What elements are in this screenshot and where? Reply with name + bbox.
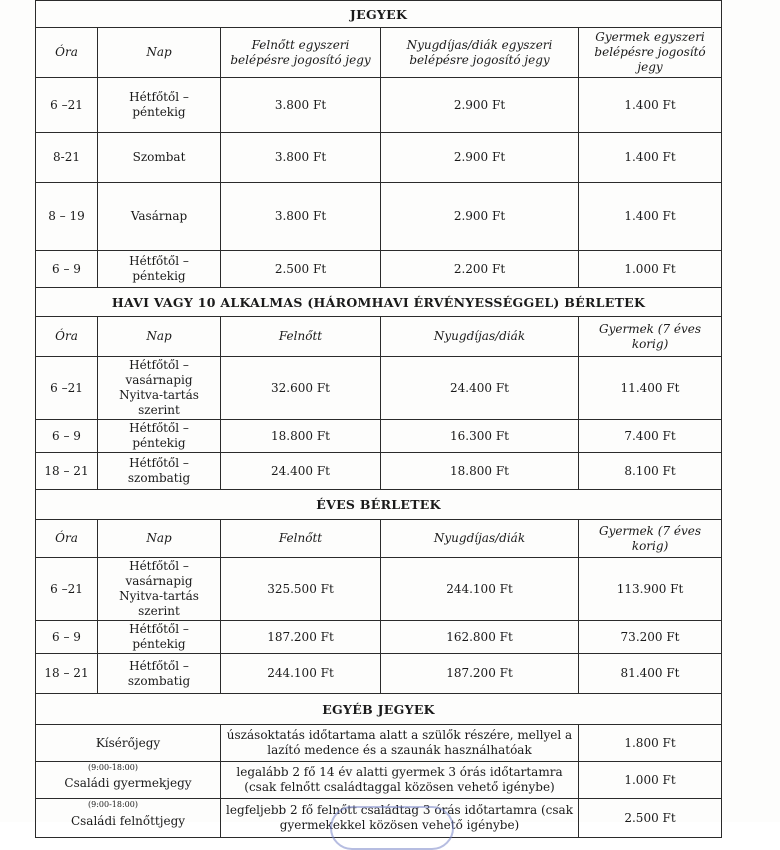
table-row: [36, 357, 722, 420]
cell: 18.800 Ft: [381, 453, 579, 490]
cell: Hétfőtől – péntekig: [98, 251, 221, 288]
table-row: [36, 133, 722, 183]
cell: 32.600 Ft: [221, 357, 381, 420]
table-header-row: [36, 28, 722, 78]
cell: 16.300 Ft: [381, 420, 579, 453]
cell: Hétfőtől – péntekig: [98, 78, 221, 133]
header-cell: Nap: [98, 317, 221, 357]
cell: Vasárnap: [98, 183, 221, 251]
cell: 3.800 Ft: [221, 133, 381, 183]
ticket-description: úszásoktatás időtartama alatt a szülők részére, mellyel a lazító medence és a szaunák használhatóak: [221, 725, 579, 762]
ticket-name: Családi felnőttjegy: [70, 814, 186, 828]
header-cell: Nap: [98, 520, 221, 558]
cell: Hétfőtől – vasárnapig Nyitva-tartás szerint: [98, 558, 221, 621]
header-cell: Nap: [98, 28, 221, 78]
ticket-price: 1.000 Ft: [579, 762, 722, 799]
table-row: [36, 654, 722, 694]
cell: 6 –21: [36, 357, 98, 420]
cell: 325.500 Ft: [221, 558, 381, 621]
cell: Hétfőtől – péntekig: [98, 621, 221, 654]
ticket-time-note: (9:00-18:00): [88, 763, 138, 772]
cell: 6 –21: [36, 78, 98, 133]
ticket-description: legalább 2 fő 14 év alatti gyermek 3 órás időtartamra (csak felnőtt családtaggal közösen vehető igénybe): [221, 762, 579, 799]
cell: 8.100 Ft: [579, 453, 722, 490]
cell: 6 – 9: [36, 420, 98, 453]
cell: 244.100 Ft: [381, 558, 579, 621]
cell: 8 – 19: [36, 183, 98, 251]
cell: 81.400 Ft: [579, 654, 722, 694]
cell: 24.400 Ft: [381, 357, 579, 420]
table-row: [36, 251, 722, 288]
section-title-havi: HAVI VAGY 10 ALKALMAS (HÁROMHAVI ÉRVÉNYESSÉGGEL) BÉRLETEK: [36, 288, 722, 317]
cell: 113.900 Ft: [579, 558, 722, 621]
price-table: [35, 0, 722, 838]
cell: Hétfőtől – szombatig: [98, 453, 221, 490]
table-row: [36, 420, 722, 453]
cell: Hétfőtől – vasárnapig Nyitva-tartás szerint: [98, 357, 221, 420]
table-header-row: [36, 520, 722, 558]
table-row: [36, 621, 722, 654]
cell: 2.900 Ft: [381, 133, 579, 183]
header-cell: Nyugdíjas/diák: [381, 520, 579, 558]
cell: 1.000 Ft: [579, 251, 722, 288]
header-cell: Felnőtt: [221, 317, 381, 357]
cell: 2.200 Ft: [381, 251, 579, 288]
section-title-eves: ÉVES BÉRLETEK: [36, 490, 722, 520]
header-cell: Nyugdíjas/diák: [381, 317, 579, 357]
ticket-name-cell: [36, 762, 221, 799]
cell: Hétfőtől – szombatig: [98, 654, 221, 694]
cell: 73.200 Ft: [579, 621, 722, 654]
header-cell: Óra: [36, 317, 98, 357]
cell: 18 – 21: [36, 654, 98, 694]
cell: 3.800 Ft: [221, 183, 381, 251]
cell: 162.800 Ft: [381, 621, 579, 654]
ticket-price: 1.800 Ft: [579, 725, 722, 762]
cell: 2.900 Ft: [381, 183, 579, 251]
cell: 18 – 21: [36, 453, 98, 490]
cell: Szombat: [98, 133, 221, 183]
cell: 187.200 Ft: [381, 654, 579, 694]
cell: 6 –21: [36, 558, 98, 621]
official-stamp: [330, 806, 454, 850]
header-cell: Felnőtt: [221, 520, 381, 558]
table-header-row: [36, 317, 722, 357]
cell: 24.400 Ft: [221, 453, 381, 490]
ticket-name: Kísérőjegy: [36, 725, 221, 762]
ticket-name: Családi gyermekjegy: [64, 776, 192, 790]
table-row: [36, 183, 722, 251]
table-row: [36, 558, 722, 621]
header-cell: Gyermek (7 éves korig): [579, 520, 722, 558]
cell: 2.500 Ft: [221, 251, 381, 288]
section-title-egyeb: EGYÉB JEGYEK: [36, 694, 722, 725]
cell: 1.400 Ft: [579, 183, 722, 251]
table-row: [36, 453, 722, 490]
header-cell: Gyermek (7 éves korig): [579, 317, 722, 357]
header-cell: Nyugdíjas/diák egyszeri belépésre jogosító jegy: [381, 28, 579, 78]
cell: 7.400 Ft: [579, 420, 722, 453]
cell: 2.900 Ft: [381, 78, 579, 133]
table-row: [36, 762, 722, 799]
cell: 6 – 9: [36, 251, 98, 288]
cell: 8-21: [36, 133, 98, 183]
cell: 6 – 9: [36, 621, 98, 654]
ticket-name-cell: [36, 799, 221, 838]
cell: 18.800 Ft: [221, 420, 381, 453]
header-cell: Felnőtt egyszeri belépésre jogosító jegy: [221, 28, 381, 78]
table-row: [36, 725, 722, 762]
header-cell: Gyermek egyszeri belépésre jogosító jegy: [579, 28, 722, 78]
cell: Hétfőtől – péntekig: [98, 420, 221, 453]
cell: 11.400 Ft: [579, 357, 722, 420]
cell: 244.100 Ft: [221, 654, 381, 694]
cell: 187.200 Ft: [221, 621, 381, 654]
header-cell: Óra: [36, 28, 98, 78]
ticket-description: legfeljebb 2 fő felnőtt családtag 3 órás időtartamra (csak gyermekekkel közösen vehető igénybe): [221, 799, 579, 838]
cell: 1.400 Ft: [579, 133, 722, 183]
ticket-time-note: (9:00-18:00): [88, 800, 138, 809]
cell: 1.400 Ft: [579, 78, 722, 133]
table-row: [36, 78, 722, 133]
ticket-price: 2.500 Ft: [579, 799, 722, 838]
section-title-jegyek: JEGYEK: [36, 1, 722, 28]
header-cell: Óra: [36, 520, 98, 558]
cell: 3.800 Ft: [221, 78, 381, 133]
